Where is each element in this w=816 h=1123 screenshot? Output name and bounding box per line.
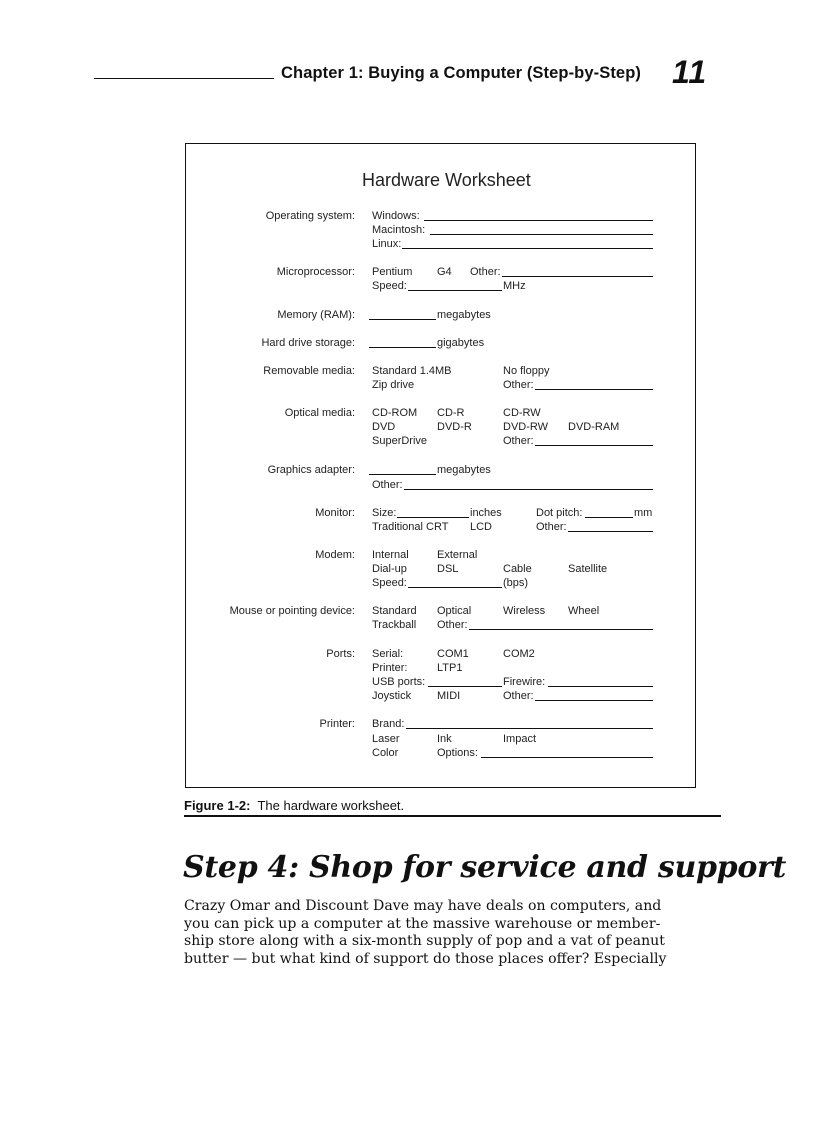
mouse-other-line <box>469 629 653 630</box>
monitor-label: Monitor: <box>315 507 355 519</box>
hd-label: Hard drive storage: <box>261 337 355 349</box>
cpu-mhz: MHz <box>503 280 526 292</box>
removable-no-floppy: No floppy <box>503 365 550 377</box>
mouse-other: Other: <box>437 619 468 631</box>
optical-dvdram: DVD-RAM <box>568 421 620 433</box>
body-paragraph <box>184 898 724 968</box>
ports-joystick: Joystick <box>372 690 412 702</box>
paragraph-line: ship store along with a six-month supply of pop and a vat of peanut <box>184 933 665 950</box>
ports-other-line <box>535 700 653 701</box>
os-windows: Windows: <box>372 210 420 222</box>
mouse-wireless: Wireless <box>503 605 546 617</box>
removable-zip: Zip drive <box>372 379 415 391</box>
mouse-label: Mouse or pointing device: <box>229 605 355 617</box>
optical-dvdr: DVD-R <box>437 421 472 433</box>
modem-speed-line <box>408 587 502 588</box>
ram-line <box>369 319 436 320</box>
worksheet-title: Hardware Worksheet <box>362 170 531 190</box>
modem-satellite: Satellite <box>568 563 608 575</box>
modem-label: Modem: <box>315 549 355 561</box>
printer-ink: Ink <box>437 733 452 745</box>
monitor-crt: Traditional CRT <box>372 521 449 533</box>
optical-dvd: DVD <box>372 421 396 433</box>
figure-caption-text: The hardware worksheet. <box>257 798 405 813</box>
monitor-inches: inches <box>470 507 502 519</box>
removable-label: Removable media: <box>263 365 355 377</box>
monitor-lcd: LCD <box>470 521 493 533</box>
optical-label: Optical media: <box>284 407 355 419</box>
cpu-pentium: Pentium <box>372 266 413 278</box>
ports-midi: MIDI <box>437 690 461 702</box>
optical-cdrom: CD-ROM <box>372 407 418 419</box>
os-label: Operating system: <box>265 210 355 222</box>
os-linux: Linux: <box>372 238 402 250</box>
optical-other: Other: <box>503 435 534 447</box>
removable-other-line <box>535 389 653 390</box>
ports-ltp1: LTP1 <box>437 662 463 674</box>
cpu-other: Other: <box>470 266 501 278</box>
ports-serial: Serial: <box>372 648 404 660</box>
ports-firewire-line <box>548 686 653 687</box>
section-heading: Step 4: Shop for service and support <box>183 850 787 885</box>
cpu-speed: Speed: <box>372 280 407 292</box>
optical-other-line <box>535 445 653 446</box>
printer-brand: Brand: <box>372 718 405 730</box>
cpu-other-line <box>502 276 653 277</box>
paragraph-line: butter — but what kind of support do those places offer? Especially <box>184 950 667 967</box>
cpu-g4: G4 <box>437 266 452 278</box>
hd-line <box>369 347 436 348</box>
os-mac: Macintosh: <box>372 224 426 236</box>
graphics-other-line <box>404 489 653 490</box>
cpu-label: Microprocessor: <box>276 266 355 278</box>
cpu-speed-line <box>408 290 502 291</box>
paragraph-line: Crazy Omar and Discount Dave may have deals on computers, and <box>184 898 662 914</box>
printer-impact: Impact <box>503 733 537 745</box>
monitor-dot-pitch: Dot pitch: <box>536 507 583 519</box>
mouse-standard: Standard <box>372 605 417 617</box>
header-rule <box>94 78 274 79</box>
chapter-title: Chapter 1: Buying a Computer (Step-by-Step) <box>281 64 641 82</box>
caption-rule <box>184 815 721 817</box>
removable-other: Other: <box>503 379 534 391</box>
figure-caption <box>184 798 404 813</box>
mouse-trackball: Trackball <box>372 619 417 631</box>
os-windows-line <box>424 220 653 221</box>
ports-com1: COM1 <box>437 648 469 660</box>
figure-number: Figure 1-2: <box>184 798 251 813</box>
graphics-line <box>369 474 436 475</box>
printer-label: Printer: <box>319 718 355 730</box>
monitor-size: Size: <box>372 507 397 519</box>
ports-usb: USB ports: <box>372 676 426 688</box>
optical-dvdrw: DVD-RW <box>503 421 549 433</box>
printer-options: Options: <box>437 747 478 759</box>
ports-usb-line <box>428 686 502 687</box>
modem-dsl: DSL <box>437 563 459 575</box>
graphics-unit: megabytes <box>437 464 491 476</box>
paragraph-line: you can pick up a computer at the massive warehouse or member- <box>184 915 661 932</box>
optical-superdrive: SuperDrive <box>372 435 428 447</box>
os-linux-line <box>402 248 653 249</box>
graphics-other: Other: <box>372 479 403 491</box>
modem-cable: Cable <box>503 563 532 575</box>
os-mac-line <box>430 234 653 235</box>
printer-options-line <box>481 757 653 758</box>
ports-firewire: Firewire: <box>503 676 546 688</box>
graphics-label: Graphics adapter: <box>267 464 355 476</box>
ram-unit: megabytes <box>437 309 491 321</box>
modem-dialup: Dial-up <box>372 563 407 575</box>
modem-internal: Internal <box>372 549 409 561</box>
ports-other: Other: <box>503 690 534 702</box>
ports-label: Ports: <box>326 648 355 660</box>
printer-brand-line <box>406 728 653 729</box>
printer-color: Color <box>372 747 399 759</box>
optical-cdrw: CD-RW <box>503 407 541 419</box>
modem-bps: (bps) <box>503 577 529 589</box>
printer-laser: Laser <box>372 733 400 745</box>
hd-unit: gigabytes <box>437 337 485 349</box>
monitor-mm: mm <box>634 507 653 519</box>
removable-standard: Standard 1.4MB <box>372 365 452 377</box>
monitor-dot-pitch-line <box>585 517 633 518</box>
ports-printer: Printer: <box>372 662 408 674</box>
monitor-other: Other: <box>536 521 567 533</box>
monitor-other-line <box>568 531 653 532</box>
monitor-size-line <box>397 517 469 518</box>
page-number: 11 <box>672 54 708 90</box>
ram-label: Memory (RAM): <box>277 309 355 321</box>
ports-com2: COM2 <box>503 648 535 660</box>
mouse-wheel: Wheel <box>568 605 600 617</box>
modem-external: External <box>437 549 478 561</box>
optical-cdr: CD-R <box>437 407 465 419</box>
modem-speed: Speed: <box>372 577 407 589</box>
mouse-optical: Optical <box>437 605 472 617</box>
